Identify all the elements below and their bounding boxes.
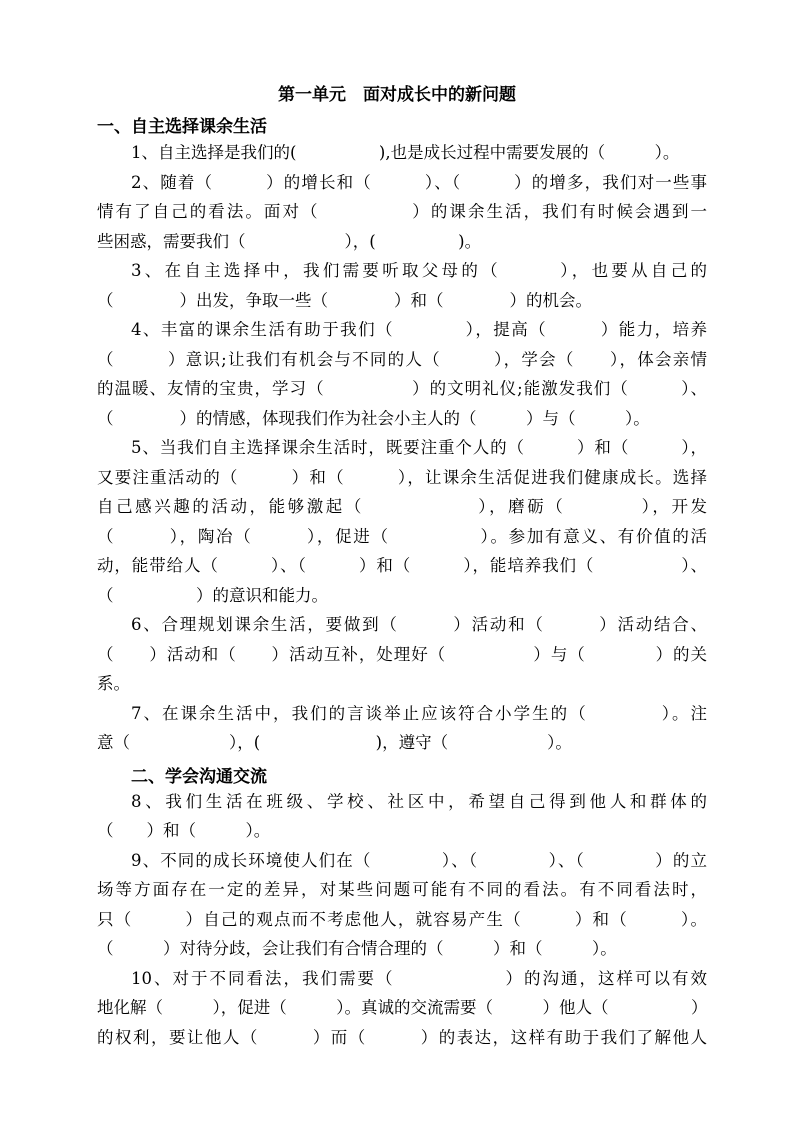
text-line: 地化解（ ），促进（ ）。真诚的交流需要（ ）他人（ ） xyxy=(97,998,708,1017)
text-line: （ ），陶冶（ ），促进（ ）。参加有意义、有价值的活 xyxy=(97,527,707,546)
page-title: 第一单元 面对成长中的新问题 xyxy=(278,85,516,105)
text-line: 系。 xyxy=(97,674,130,693)
text-line: 自己感兴趣的活动，能够激起（ ），磨砺（ ），开发 xyxy=(97,497,707,516)
section-heading-2: 二、学会沟通交流 xyxy=(131,767,267,787)
text-line: 9、不同的成长环境使人们在（ ）、（ ）、（ ）的立 xyxy=(131,851,707,870)
text-line: 场等方面存在一定的差异，对某些问题可能有不同的看法。有不同看法时， xyxy=(97,880,707,899)
text-line: （ ）对待分歧，会让我们有合情合理的（ ）和（ ）。 xyxy=(97,939,617,958)
text-line: 只（ ）自己的观点而不考虑他人，就容易产生（ ）和（ ）。 xyxy=(97,910,707,929)
text-line: 动，能带给人（ ）、（ ）和（ ），能培养我们（ ）、 xyxy=(97,556,707,575)
text-line: （ ）和（ ）。 xyxy=(97,821,271,840)
text-line: （ ）活动和（ ）活动互补，处理好（ ）与（ ）的关 xyxy=(97,645,707,664)
text-line: 2、随着（ ）的增长和（ ）、（ ）的增多，我们对一些事 xyxy=(131,173,707,192)
text-line: 10、对于不同看法，我们需要（ ）的沟通，这样可以有效 xyxy=(131,969,707,988)
text-line: 的权利，要让他人（ ）而（ ）的表达，这样有助于我们了解他人 xyxy=(97,1028,707,1047)
text-line: 3、在自主选择中，我们需要听取父母的（ ），也要从自己的 xyxy=(131,261,707,280)
text-line: （ ）出发，争取一些（ ）和（ ）的机会。 xyxy=(97,291,592,310)
text-line: 7、在课余生活中，我们的言谈举止应该符合小学生的（ ）。注 xyxy=(131,704,707,723)
section-heading-1: 一、自主选择课余生活 xyxy=(97,117,267,137)
text-line: 意（ ），( )，遵守（ ）。 xyxy=(97,733,572,752)
text-line: 8、我们生活在班级、学校、社区中，希望自己得到他人和群体的 xyxy=(131,792,707,811)
text-line: （ ）意识;让我们有机会与不同的人（ ），学会（ ），体会亲情 xyxy=(97,350,707,369)
text-line: 又要注重活动的（ ）和（ ），让课余生活促进我们健康成长。选择 xyxy=(97,468,707,487)
text-line: 5、当我们自主选择课余生活时，既要注重个人的（ ）和（ ）， xyxy=(131,438,707,457)
text-line: 些困惑，需要我们（ ），( )。 xyxy=(97,232,482,251)
text-line: 4、丰富的课余生活有助于我们（ ），提高（ ）能力，培养 xyxy=(131,320,707,339)
text-line: 1、自主选择是我们的( ),也是成长过程中需要发展的（ ）。 xyxy=(131,143,680,162)
text-line: 的温暖、友情的宝贵，学习（ ）的文明礼仪;能激发我们（ ）、 xyxy=(97,379,707,398)
text-line: （ ）的意识和能力。 xyxy=(97,586,328,605)
text-line: （ ）的情感，体现我们作为社会小主人的（ ）与（ ）。 xyxy=(97,409,650,428)
text-line: 情有了自己的看法。面对（ ）的课余生活，我们有时候会遇到一 xyxy=(97,202,707,221)
text-line: 6、合理规划课余生活，要做到（ ）活动和（ ）活动结合、 xyxy=(131,615,707,634)
